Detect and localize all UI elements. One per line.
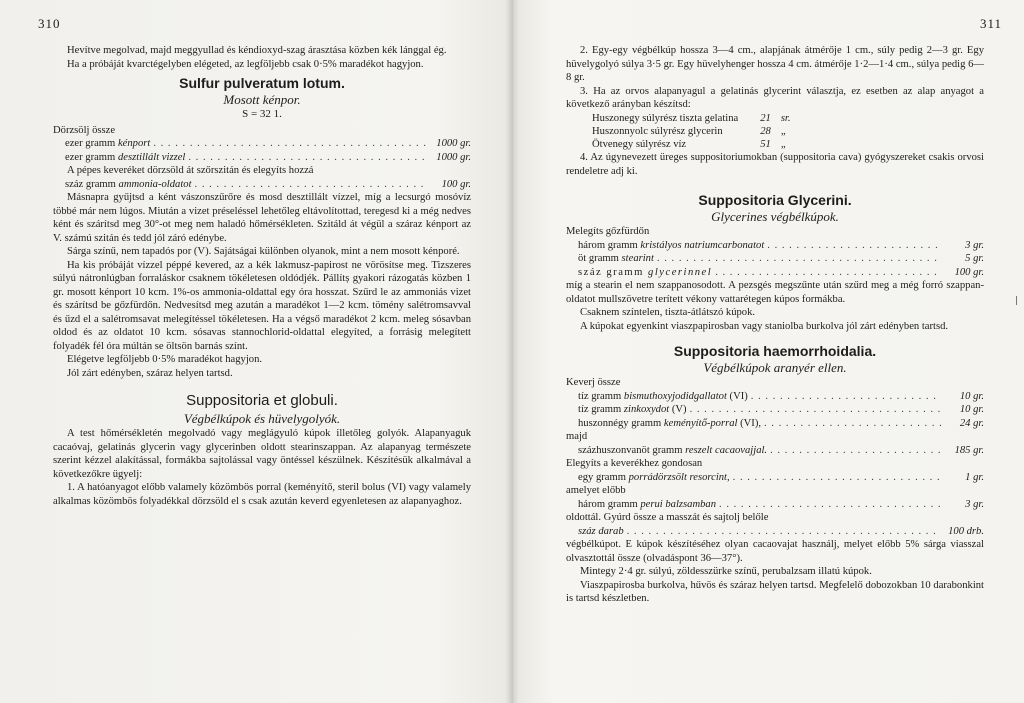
haem-oldott: oldottál. Gyúrd össze a masszát és sajtolj belőle: [566, 512, 769, 524]
item-4: 4. Az úgynevezett üreges suppositoriumokban (suppositoria cava) gyógyszereket csakis orvosi rendeletre adj ki.: [566, 152, 984, 177]
right-column: [566, 44, 984, 606]
page-number-left: 310: [38, 16, 61, 31]
glycerini-subtitle: Glycerines végbélkúpok.: [711, 208, 839, 224]
section-body-2: 1. A hatóanyagot előbb valamely közömbös porral (keményítő, steril bolus (VI) vagy valamely alkalmas közömbös folyadékkal dörzsöld el s csak azután keverd egyenletesen az alapanyaghoz.: [53, 482, 471, 507]
haem-majd: majd: [566, 431, 588, 443]
glycerini-body-1: míg a stearin el nem szappanosodott. A pezsgés megszűnte után szűrd meg a még forró szappan-oldatot mullszövetre terített vékony vattarétegen kúpos formákba.: [566, 280, 984, 305]
glycerini-body-2: Csaknem színtelen, tiszta-átlátszó kúpok.: [580, 307, 756, 319]
sulfur-body-4: Elégetve legföljebb 0·5% maradékot hagyjon.: [67, 354, 263, 365]
sulfur-title: Sulfur pulveratum lotum.: [179, 75, 345, 91]
section-body-1: A test hőmérsékletén megolvadó vagy meglágyuló kúpok illetőleg golyók. Alapanyaguk cacaóvaj, gelatinás glycerin vagy glycerinben oldott stearinszappan. Az alapanyag természete szerint kézzel alakítással, formákba sajtolással vagy öntéssel készülnek. Készítésük alkalmával a következőkre ügyelj:: [53, 428, 471, 480]
page-number-right: 311: [979, 16, 1002, 31]
suppositoria-section-title: Suppositoria et globuli.: [186, 392, 338, 409]
glycerini-title: Suppositoria Glycerini.: [698, 192, 852, 209]
ingredient-row: ezer gramm desztillált vizzel . . . 1000 gr.: [65, 151, 471, 165]
intro-para-2: Ha a próbáját kvarctégelyben elégeted, az legföljebb csak 0·5% maradékot hagyjon.: [67, 58, 424, 70]
haem-final-1: végbélkúpot. E kúpok készítéséhez olyan cacaovajat használj, melyet előbb 5% sárga viasszal olvasztottál össze (olvadáspont 36—37°).: [566, 539, 984, 564]
suppositoria-section-subtitle: Végbélkúpok és hüvelygolyók.: [183, 410, 341, 426]
glycerini-lead: Melegíts gőzfürdőn: [566, 226, 650, 238]
item-3: 3. Ha az orvos alapanyagul a gelatinás glycerint választja, ez esetben az alap anyagot a következő arányban készítsd:: [566, 85, 984, 110]
sulfur-body-1: Másnapra gyűjtsd a ként vászonszűrőre és mosd desztillált vízzel, míg a lecsurgó mosóvíz többé már nem lúgos. Miután a vizet préseléssel lehetőleg eltávolítottad, teregesd ki a még nedves ként és szárítsd meg 30°-ot meg nem haladó hőmérsékleten. Szitáld át végül a száraz kénport az V. számú szitán és tedd jól záró edénybe.: [53, 192, 471, 244]
ingredient-row: százhuszonvanöt gramm reszelt cacaovajjal. . . . 185 gr.: [578, 444, 984, 458]
book-gutter: [505, 0, 519, 703]
item-2: 2. Egy-egy végbélkúp hossza 3—4 cm., alapjának átmérője 1 cm., súly pedig 2—3 gr. Egy hüvelygolyó súlya 3·5 gr. Egy hüvelyhenger hossza 4 cm. átmérője 1·2—1·4 cm., súlya pedig 6—8 gr.: [566, 45, 984, 83]
ingredient-row: tíz gramm zinkoxydot (V) . . . 10 gr.: [578, 403, 984, 417]
haem-final-2: Mintegy 2·4 gr. súlyú, zöldesszürke színű, perubalzsam illatú kúpok.: [580, 566, 872, 578]
sulfur-subtitle: Mosott kénpor.: [223, 91, 301, 107]
haemorrhoidalia-title: Suppositoria haemorrhoidalia.: [673, 343, 877, 360]
haem-amely: amelyet előbb: [566, 485, 626, 497]
composition-table: [592, 112, 795, 152]
haem-lead: Keverj össze: [566, 377, 621, 389]
ingredient-row: száz darab . . . 100 drb.: [578, 525, 984, 539]
haemorrhoidalia-subtitle: Végbélkúpok aranyér ellen.: [703, 359, 847, 375]
ingredient-row: huszonnégy gramm keményítő-porral (VI), . . . 24 gr.: [578, 417, 984, 431]
glycerini-body-3: A kúpokat egyenkint viaszpapirosban vagy staniolba burkolva jól zárt edényben tartsd.: [580, 320, 949, 332]
intro-para-1: Hevítve megolvad, majd meggyullad és kéndioxyd-szag árasztása közben kék lánggal ég.: [67, 45, 447, 56]
left-column: [53, 44, 471, 508]
haem-final-3: Viaszpapirosba burkolva, hűvös és száraz helyen tartsd. Megfelelő dobozokban 10 darabonkint is tartsd készletben.: [566, 579, 984, 605]
sulfur-lead: Dörzsölj össze: [53, 124, 116, 136]
sulfur-body-5: Jól zárt edényben, száraz helyen tartsd.: [67, 367, 233, 379]
sulfur-body-3: Ha kis próbáját vízzel péppé kevered, az a kék lakmusz-papirost ne vörösítse meg. Tizszeres súlyú nátronlúgban forraláskor csaknem tökéletesen oldódjék. Pállítș gyakori rázogatás közben 1 gr. mosott kénport 10 kcm. 1%-os ammonia-oldattal egy óra hosszat. Szűrd le az ammoniás vizet és szárítsd be gőzfürdőn. Nedvesítsd meg azután a maradékot 1—2 kcm. tömény salétromsavval és űzd el a salétromsavat melegítéssel tökéletesen. Ha a végső maradékot 2 kcm. meleg sósavban oldod és az oldatot 10 kcm. sósavas stannochlorid-oldattal elegyíted, a forrásig melegített folyadék fél óra múltán se öltsön barnás színt.: [53, 259, 471, 352]
ingredient-row: három gramm perui balzsamban . . . 3 gr.: [578, 498, 984, 512]
margin-mark: [1016, 296, 1017, 305]
composition-row: Huszonegy súlyrész tiszta gelatina 21 sr.: [592, 112, 791, 124]
ingredient-row: száz gramm ammonia-oldatot . . . 100 gr.: [65, 178, 471, 192]
ingredient-row: ezer gramm kénport . . . 1000 gr.: [65, 137, 471, 151]
sulfur-body-2: Sárga színű, nem tapadós por (V). Sajátságai különben olyanok, mint a nem mosott kénporé.: [67, 246, 460, 257]
composition-row: Huszonnyolc súlyrész glycerin 28 „: [592, 125, 787, 137]
ingredient-row: száz gramm glycerinnel . . . 100 gr.: [578, 266, 984, 280]
haem-eleg: Elegyíts a keverékhez gondosan: [566, 458, 703, 470]
composition-row: Ötvenegy súlyrész víz 51 „: [592, 138, 787, 150]
sulfur-mid: A pépes keveréket dörzsöld át szőrszitán és elegyíts hozzá: [67, 165, 314, 176]
sulfur-formula: S = 32 1.: [242, 108, 282, 120]
ingredient-row: öt gramm stearint . . . 5 gr.: [578, 252, 984, 266]
ingredient-row: egy gramm porrádörzsölt resorcint, . . . 1 gr.: [578, 471, 984, 485]
ingredient-row: tíz gramm bismuthoxyjodidgallatot (VI) . . . 10 gr.: [578, 390, 984, 404]
ingredient-row: három gramm kristályos natriumcarbonatot . . . 3 gr.: [578, 239, 984, 253]
